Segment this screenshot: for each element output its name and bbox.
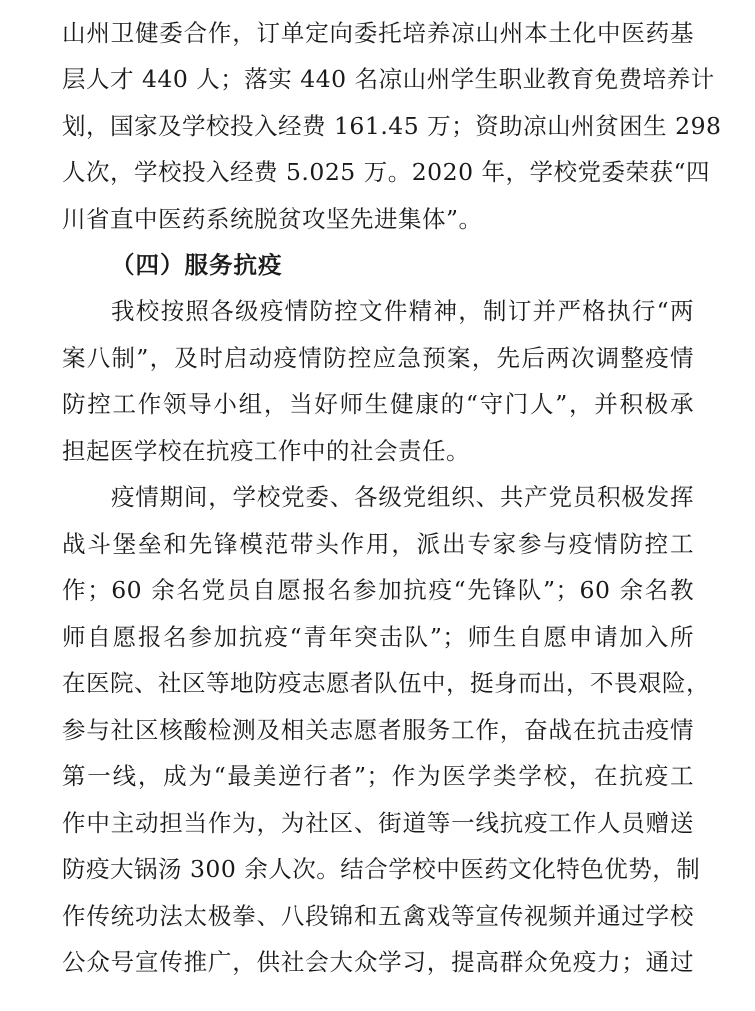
paragraph-3-line-5: 在医院、社区等地防疫志愿者队伍中，挺身而出，不畏艰险，	[62, 669, 710, 697]
paragraph-2-line-2: 案八制”，及时启动疫情防控应急预案，先后两次调整疫情	[62, 344, 694, 372]
paragraph-2-line-1: 我校按照各级疫情防控文件精神，制订并严格执行“两	[111, 297, 694, 325]
paragraph-1-line-3: 划，国家及学校投入经费 161.45 万；资助凉山州贫困生 298	[62, 112, 722, 140]
paragraph-3-line-11: 公众号宣传推广，供社会大众学习，提高群众免疫力；通过	[62, 948, 694, 976]
paragraph-2-line-4: 担起医学校在抗疫工作中的社会责任。	[62, 437, 470, 465]
paragraph-3-line-1: 疫情期间，学校党委、各级党组织、共产党员积极发挥	[111, 483, 694, 511]
paragraph-3-line-9: 防疫大锅汤 300 余人次。结合学校中医药文化特色优势，制	[62, 855, 701, 883]
paragraph-3-line-7: 第一线，成为“最美逆行者”；作为医学类学校，在抗疫工	[62, 762, 694, 790]
paragraph-1-line-1: 山州卫健委合作，订单定向委托培养凉山州本土化中医药基	[62, 19, 694, 47]
paragraph-3-line-3: 作；60 余名党员自愿报名参加抗疫“先锋队”；60 余名教	[62, 576, 694, 604]
paragraph-3-line-8: 作中主动担当作为，为社区、街道等一线抗疫工作人员赠送	[62, 809, 694, 837]
paragraph-1-line-5: 川省直中医药系统脱贫攻坚先进集体”。	[62, 205, 483, 233]
paragraph-2-line-3: 防控工作领导小组，当好师生健康的“守门人”，并积极承	[62, 390, 694, 418]
paragraph-3-line-10: 作传统功法太极拳、八段锦和五禽戏等宣传视频并通过学校	[62, 902, 694, 930]
paragraph-3-line-4: 师自愿报名参加抗疫“青年突击队”；师生自愿申请加入所	[62, 623, 694, 651]
paragraph-3-line-6: 参与社区核酸检测及相关志愿者服务工作，奋战在抗击疫情	[62, 716, 694, 744]
paragraph-1-line-2: 层人才 440 人；落实 440 名凉山州学生职业教育免费培养计	[62, 65, 715, 93]
section-heading: （四）服务抗疫	[111, 251, 283, 279]
paragraph-3-line-2: 战斗堡垒和先锋模范带头作用，派出专家参与疫情防控工	[62, 530, 694, 558]
paragraph-1-line-4: 人次，学校投入经费 5.025 万。2020 年，学校党委荣获“四	[62, 158, 711, 186]
